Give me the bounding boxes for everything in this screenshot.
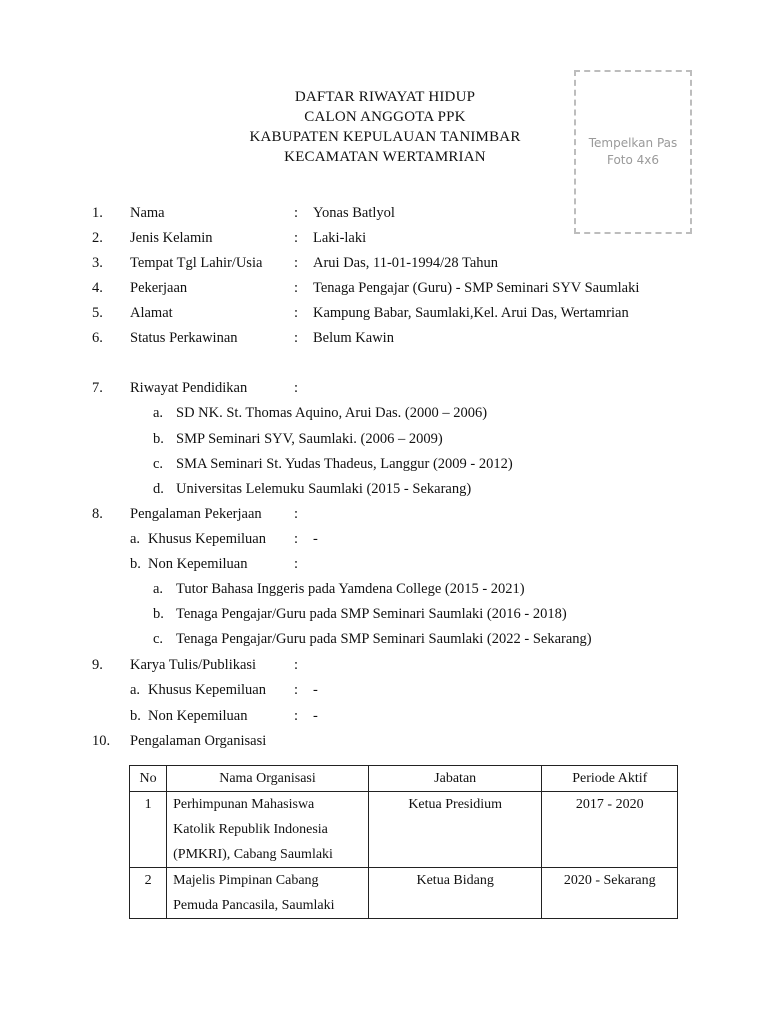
field-label: Status Perkawinan [130,330,238,346]
colon: : [294,205,299,221]
table-row [130,792,678,868]
item-text: Tenaga Pengajar/Guru pada SMP Seminari Saumlaki (2016 - 2018) [176,606,567,622]
colon: : [294,280,299,296]
cell-name-line: Perhimpunan Mahasiswa [173,797,315,812]
field-value: Belum Kawin [313,330,394,346]
item-letter: b. [130,556,141,572]
field-value: - [313,708,318,724]
item-text: SD NK. St. Thomas Aquino, Arui Das. (2000 – 2006) [176,405,488,421]
item-text: SMA Seminari St. Yudas Thadeus, Langgur (2009 - 2012) [176,456,513,472]
document-header [200,87,570,167]
item-number: 3. [92,255,103,271]
table-header-row [130,766,678,792]
field-label: Non Kepemiluan [148,556,248,572]
field-label: Pekerjaan [130,280,188,296]
cell-name-line: Katolik Republik Indonesia [173,822,328,837]
item-letter: b. [130,708,141,724]
header-regency: KABUPATEN KEPULAUAN TANIMBAR [249,129,521,145]
item-letter: a. [130,682,141,698]
organization-table [129,765,678,919]
cell-period: 2020 - Sekarang [542,868,678,919]
colon: : [294,506,299,522]
photo-placeholder-text: Tempelkan Pas Foto 4x6 [588,136,678,167]
header-district: KECAMATAN WERTAMRIAN [284,149,486,165]
item-number: 5. [92,305,103,321]
colon: : [294,682,299,698]
colon: : [294,380,299,396]
cell-no: 2 [130,868,167,919]
field-label: Jenis Kelamin [130,230,213,246]
colon: : [294,556,299,572]
cell-name [167,792,369,868]
section-label: Pengalaman Pekerjaan [130,506,262,522]
cell-name-line: Pemuda Pancasila, Saumlaki [173,898,335,913]
table-row [130,868,678,919]
item-letter: b. [153,431,164,447]
header-name: Nama Organisasi [167,766,369,792]
item-letter: c. [153,631,164,647]
cell-period: 2017 - 2020 [542,792,678,868]
item-number: 6. [92,330,103,346]
field-label: Alamat [130,305,173,321]
field-label: Nama [130,205,165,221]
item-text: Tutor Bahasa Inggeris pada Yamdena College (2015 - 2021) [176,581,525,597]
field-value: - [313,682,318,698]
item-letter: b. [153,606,164,622]
colon: : [294,230,299,246]
cell-no: 1 [130,792,167,868]
colon: : [294,255,299,271]
item-number: 1. [92,205,103,221]
field-value: Arui Das, 11-01-1994/28 Tahun [313,255,499,271]
section-label: Karya Tulis/Publikasi [130,657,257,673]
field-value: Tenaga Pengajar (Guru) - SMP Seminari SYV Saumlaki [313,280,640,296]
field-label: Khusus Kepemiluan [148,531,266,547]
item-number: 7. [92,380,103,396]
field-label: Non Kepemiluan [148,708,248,724]
section-label: Riwayat Pendidikan [130,380,248,396]
item-letter: c. [153,456,164,472]
item-letter: a. [153,581,164,597]
field-label: Tempat Tgl Lahir/Usia [130,255,263,271]
item-number: 8. [92,506,103,522]
item-number: 2. [92,230,103,246]
colon: : [294,657,299,673]
item-text: SMP Seminari SYV, Saumlaki. (2006 – 2009) [176,431,443,447]
cell-name-line: (PMKRI), Cabang Saumlaki [173,847,333,862]
cell-name-line: Majelis Pimpinan Cabang [173,873,319,888]
item-letter: a. [130,531,141,547]
header-title: DAFTAR RIWAYAT HIDUP [294,89,476,105]
cell-position: Ketua Presidium [368,792,542,868]
item-text: Tenaga Pengajar/Guru pada SMP Seminari Saumlaki (2022 - Sekarang) [176,631,592,647]
field-value: Yonas Batlyol [313,205,395,221]
item-letter: d. [153,481,164,497]
photo-placeholder-box [574,70,692,234]
item-number: 9. [92,657,103,673]
colon: : [294,305,299,321]
item-text: Universitas Lelemuku Saumlaki (2015 - Sekarang) [176,481,472,497]
section-label: Pengalaman Organisasi [130,733,267,749]
item-number: 4. [92,280,103,296]
cell-position: Ketua Bidang [368,868,542,919]
item-number: 10. [92,733,111,749]
cell-name [167,868,369,919]
field-value: - [313,531,318,547]
colon: : [294,708,299,724]
field-label: Khusus Kepemiluan [148,682,266,698]
header-subtitle: CALON ANGGOTA PPK [304,109,466,125]
header-position: Jabatan [368,766,542,792]
item-letter: a. [153,405,164,421]
colon: : [294,531,299,547]
field-value: Laki-laki [313,230,367,246]
header-no: No [130,766,167,792]
field-value: Kampung Babar, Saumlaki,Kel. Arui Das, Wertamrian [313,305,629,321]
colon: : [294,330,299,346]
header-period: Periode Aktif [542,766,678,792]
